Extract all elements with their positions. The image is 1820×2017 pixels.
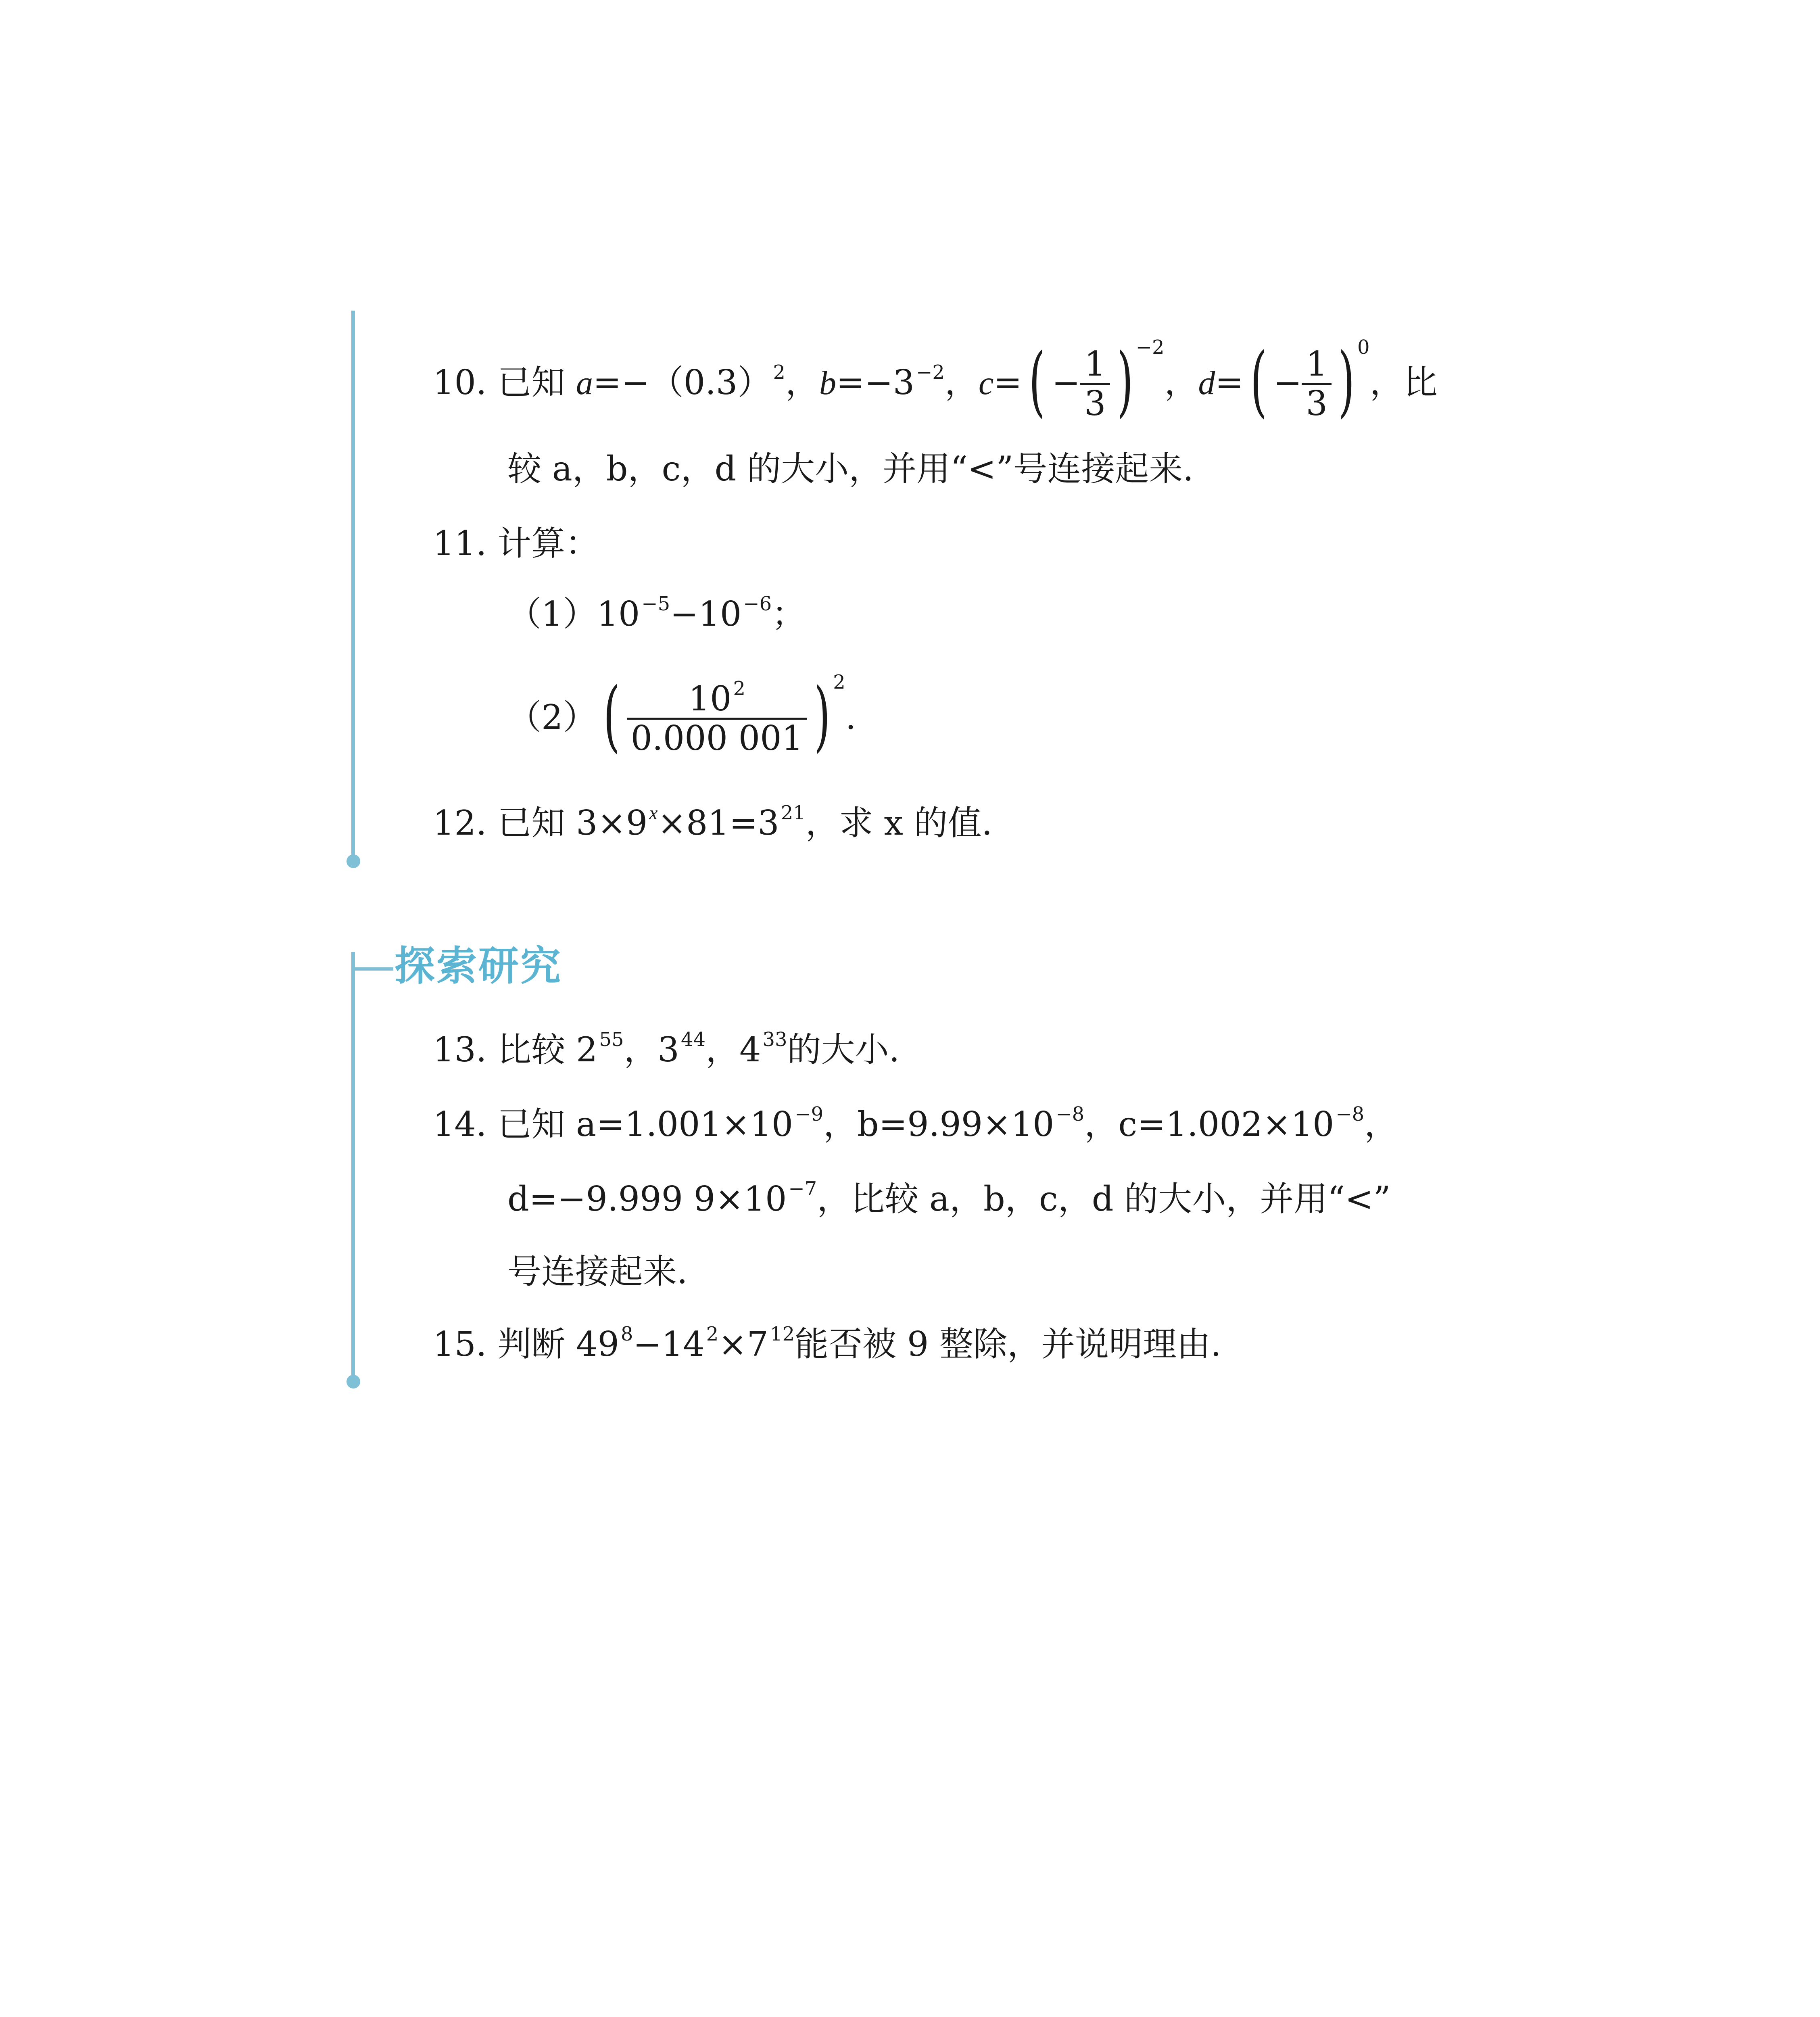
exponent: 8: [620, 1323, 633, 1345]
exponent: 44: [680, 1028, 706, 1051]
problem-text: ，4: [705, 1030, 761, 1069]
problem-11-sub-1: [507, 593, 806, 634]
problem-text: ，比: [1369, 363, 1438, 402]
denominator: 3: [1084, 383, 1106, 423]
problem-11-line: [433, 524, 599, 563]
problem-11-sub-2: [507, 671, 856, 760]
exponent: 55: [599, 1028, 624, 1051]
exponent: −7: [788, 1178, 817, 1200]
exponent: −9: [795, 1103, 823, 1125]
problem-15-line: [433, 1323, 1221, 1364]
sub-label: （2）: [507, 697, 597, 737]
var-b: b: [819, 364, 836, 402]
section-title-tick: [353, 967, 393, 971]
left-paren: (: [1250, 336, 1267, 426]
problem-text: 的大小.: [787, 1030, 900, 1069]
problem-text: 已知: [497, 363, 566, 402]
problem-text: ×81=3: [657, 803, 779, 843]
problem-text: 比较 2: [497, 1030, 598, 1069]
right-paren: ): [1117, 336, 1133, 426]
exponent: 33: [762, 1028, 787, 1051]
problem-text: ×7: [718, 1324, 769, 1364]
exponent: 12: [770, 1323, 795, 1345]
expr: 10: [597, 594, 640, 634]
exponent: −2: [916, 361, 945, 384]
guide-line-bottom: [351, 952, 355, 1380]
problem-number: 11.: [433, 524, 487, 563]
right-paren: ): [814, 671, 831, 760]
exponent: 2: [706, 1323, 719, 1345]
exponent: −8: [1336, 1103, 1365, 1125]
guide-line-top: [351, 311, 355, 859]
right-paren: ): [1338, 336, 1355, 426]
exponent: x: [649, 802, 658, 824]
problem-14-line-2: [507, 1178, 1391, 1219]
expr: 10: [688, 679, 732, 719]
left-paren: (: [603, 671, 620, 760]
denominator: 0.000 001: [630, 718, 804, 758]
problem-number: 12.: [433, 803, 487, 843]
punct: ，: [785, 363, 819, 402]
exponent: −2: [1135, 336, 1165, 359]
problem-12-line: [433, 802, 993, 843]
problem-13-line: [433, 1028, 900, 1069]
problem-number: 10.: [433, 363, 487, 402]
expr: =: [993, 363, 1022, 402]
problem-number: 13.: [433, 1030, 487, 1069]
problem-text: ，c=1.002×10: [1084, 1105, 1334, 1144]
expr: =: [1215, 363, 1244, 402]
fraction: [1302, 345, 1331, 422]
problem-10-line-2: 较 a，b，c，d 的大小，并用“<”号连接起来.: [507, 449, 1194, 489]
var-c: c: [978, 364, 994, 402]
problem-10-line-1: 10. 已知 $a=-(0.3)^2$，$b=-3^{-2}$，c=( − $\frac{1}{3}$ ) $^{-2}$，d=( − $\frac{1}{3}$ ) $^0$，比: [433, 336, 1438, 426]
punct: ，: [1164, 363, 1198, 402]
expr: =−（0.3）: [593, 363, 772, 402]
exponent: 21: [781, 802, 806, 824]
problem-text: ，比较 a，b，c，d 的大小，并用“<”: [817, 1179, 1391, 1219]
fraction: [1080, 345, 1110, 422]
var-d: d: [1198, 364, 1215, 402]
exponent: 2: [833, 671, 845, 693]
problem-text: ，求 x 的值.: [805, 803, 993, 843]
problem-number: 14.: [433, 1105, 487, 1144]
exponent: −6: [743, 593, 772, 615]
punct: ；: [772, 594, 806, 634]
section-title: 探索研究: [394, 942, 562, 990]
exponent: 2: [773, 361, 785, 384]
denominator: 3: [1306, 383, 1327, 423]
expr: −10: [670, 594, 742, 634]
var-a: a: [576, 364, 593, 402]
punct: .: [845, 697, 856, 737]
problem-text: 已知 a=1.001×10: [497, 1105, 793, 1144]
exponent: −5: [641, 593, 670, 615]
numerator: [627, 677, 808, 719]
exponent: −8: [1056, 1103, 1085, 1125]
punct: ，: [944, 363, 979, 402]
sub-label: （1）: [507, 594, 597, 634]
expr: =−3: [836, 363, 915, 402]
exponent: 2: [733, 677, 746, 700]
guide-dot-bottom: [346, 1375, 360, 1389]
problem-text: 能否被 9 整除，并说明理由.: [795, 1324, 1221, 1364]
problem-text: ，3: [624, 1030, 679, 1069]
problem-text: 判断 49: [497, 1324, 619, 1364]
fraction: [627, 677, 808, 758]
problem-text: −14: [633, 1324, 705, 1364]
problem-14-line-1: [433, 1103, 1398, 1144]
problem-text: 已知 3×9: [497, 803, 648, 843]
guide-dot-top: [346, 854, 360, 868]
problem-text: d=−9.999 9×10: [507, 1179, 787, 1219]
problem-14-line-3: 号连接起来.: [507, 1252, 688, 1291]
problem-text: ，b=9.99×10: [823, 1105, 1054, 1144]
problem-text: 计算：: [497, 524, 599, 563]
left-paren: (: [1029, 336, 1046, 426]
numerator: 1: [1302, 345, 1331, 384]
numerator: 1: [1080, 345, 1110, 384]
exponent: 0: [1357, 336, 1370, 359]
problem-number: 15.: [433, 1324, 487, 1364]
punct: ，: [1364, 1105, 1398, 1144]
